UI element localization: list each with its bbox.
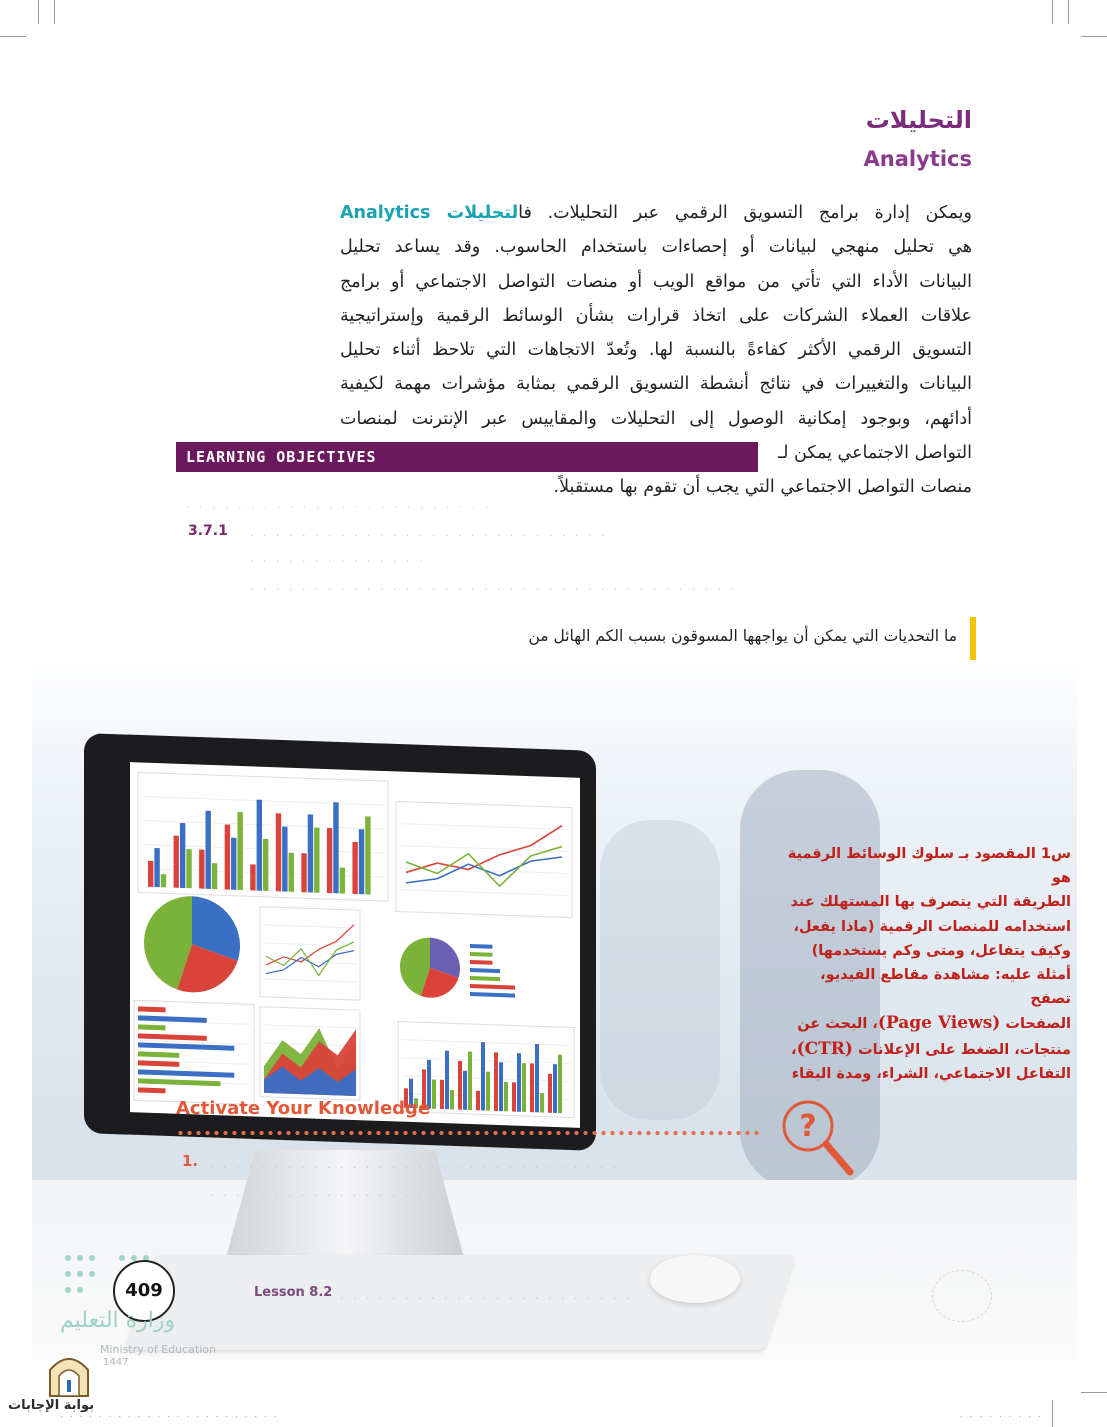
bar-mark (138, 1006, 166, 1012)
activity-number: 1. (182, 1152, 199, 1170)
bar-mark (180, 823, 185, 888)
bar-mark (333, 802, 338, 893)
paragraph-line: علاقات العملاء الشركات على اتخاذ قرارات بشأن الوسائط الرقمية وإستراتيجية (340, 305, 972, 326)
bar-mark (212, 863, 217, 889)
activate-knowledge-title: Activate Your Knowledge (176, 1098, 431, 1119)
faded-text: . . . . . . . . . . . . . . . . . . . . . . . (340, 1289, 633, 1302)
blurred-person (600, 820, 720, 1120)
bar-mark (548, 1074, 552, 1113)
bar-mark (470, 968, 500, 973)
faded-text: . . . . . . . . . . . . . . . . . . . . . . . . . . . . (250, 526, 608, 539)
bar-mark (138, 1087, 166, 1093)
bar-mark (289, 853, 294, 892)
site-name: بوابة الإجابات (8, 1398, 94, 1413)
paragraph-line: البيانات الأداء التي تأتي من مواقع الويب أو منصات التواصل الاجتماعي أو برامج (340, 271, 972, 292)
bar-mark (517, 1053, 521, 1112)
handwritten-answer: س1 المقصود بـ سلوك الوسائط الرقمية هو الطريقة التي يتصرف بها المستهلك عند استخدامه للمنصات الرقمية (ماذا يفعل، وكيف يتفاعل، ومتى وكم يستخدمها) أمثلة عليه: مشاهدة مقاطع الفيديو، تصفح الصفحات (Page Views)، البحث عن منتجات، الضغط على الإعلانات (CTR)، التفاعل الاجتماعي، الشراء، ومدة البقاء (787, 846, 1071, 1082)
bar-mark (225, 824, 230, 889)
bar-mark (470, 960, 493, 965)
mosque-logo-icon (46, 1350, 92, 1402)
paragraph-line: أدائهم، وبوجود إمكانية الوصول إلى التحليلات والمقاييس عبر الإنترنت لمنصات (340, 408, 972, 429)
faded-page-circle (932, 1270, 992, 1322)
bar-mark (138, 1024, 166, 1030)
bar-mark (445, 1051, 449, 1110)
paragraph-line: التواصل الاجتماعي يمكن لـ (777, 443, 972, 464)
faded-text: . . . . . . . . . . . . . . . . . . . . . . . . (186, 498, 492, 511)
monitor-screen (130, 762, 580, 1128)
bar-mark (148, 861, 153, 887)
bar-mark (458, 1061, 462, 1110)
bar-mark (558, 1055, 562, 1114)
page-number: 409 (113, 1260, 175, 1322)
bar-mark (470, 952, 493, 957)
question-magnifier-icon (778, 1094, 862, 1184)
faded-text: . . . . . . . . . . . . . . (250, 552, 426, 565)
bar-mark (440, 1080, 444, 1109)
bar-mark (530, 1063, 534, 1112)
faded-text: . . . . . . . . . . . . . . . . . . . (210, 1186, 451, 1199)
bar-mark (327, 828, 332, 893)
section-title-arabic: التحليلات (865, 106, 972, 134)
section-title-english: Analytics (863, 147, 972, 171)
bar-mark (199, 850, 204, 889)
bar-mark (470, 992, 515, 998)
bar-mark (257, 800, 262, 891)
bar-mark (486, 1072, 490, 1111)
dotted-divider (176, 1130, 761, 1136)
highlight-term: لتحليلات Analytics (340, 203, 519, 223)
bar-mark (206, 811, 211, 889)
bar-mark (450, 1090, 454, 1110)
faded-text: . . . . . . . . . (960, 1410, 1043, 1420)
faded-text: . . . . . . . . . . . . . . . . . . . . . . . . . . . . . . . . . . . . . . (250, 580, 738, 593)
bar-mark (231, 838, 236, 890)
bar-mark (365, 816, 370, 894)
bar-mark (481, 1042, 485, 1110)
bar-mark (174, 836, 179, 888)
bar-mark (476, 1091, 480, 1111)
bar-mark (282, 826, 287, 891)
bar-mark (463, 1071, 467, 1110)
objective-number: 3.7.1 (188, 523, 228, 539)
ministry-year: 1447 (103, 1357, 129, 1368)
ministry-name-arabic: وزارة التعليم (60, 1308, 176, 1333)
bar-mark (432, 1079, 436, 1108)
bar-mark (314, 828, 319, 893)
bar-mark (470, 984, 515, 990)
computer-mouse (650, 1255, 740, 1303)
bar-mark (512, 1082, 516, 1111)
bar-mark (301, 853, 306, 892)
bar-mark (499, 1062, 503, 1111)
faded-text: . . . . . . . . . . . . . . . . . . . . . . . (60, 1410, 279, 1420)
bar-mark (237, 812, 242, 890)
bar-mark (340, 867, 345, 893)
paragraph-line: هي تحليل منهجي لبيانات أو إحصاءات باستخدام الحاسوب. وقد يساعد تحليل (340, 237, 972, 258)
faded-text: . . . . . . . . . . . . . . . . . . . . . . . . . . . . . . . . (210, 1158, 620, 1171)
bar-mark (494, 1052, 498, 1111)
bar-mark (250, 864, 255, 890)
discussion-question: ما التحديات التي يمكن أن يواجهها المسوقون بسبب الكم الهائل من (528, 627, 957, 645)
paragraph-line: ويمكن إدارة برامج التسويق الرقمي عبر التحليلات. فالتحليلات Analytics (340, 203, 972, 223)
bar-mark (276, 813, 281, 891)
bar-mark (540, 1093, 544, 1113)
paragraph-line: منصات التواصل الاجتماعي التي يجب أن تقوم بها مستقبلاً. (553, 477, 972, 498)
bar-mark (359, 829, 364, 894)
bar-mark (352, 842, 357, 894)
bar-mark (161, 874, 166, 887)
bar-mark (470, 944, 493, 949)
bar-mark (470, 976, 500, 981)
bar-mark (553, 1064, 557, 1113)
bar-mark (522, 1063, 526, 1112)
ministry-name-english: Ministry of Education (100, 1343, 217, 1356)
paragraph-line: البيانات والتغييرات في نتائج أنشطة التسويق الرقمي بمثابة مؤشرات مهمة لكيفية (340, 374, 972, 395)
learning-objectives-label: LEARNING OBJECTIVES (186, 448, 377, 466)
lesson-label: Lesson 8.2 (254, 1285, 333, 1300)
bar-mark (263, 839, 268, 891)
bar-mark (504, 1082, 508, 1111)
bar-mark (154, 848, 159, 887)
bar-mark (308, 814, 313, 892)
bar-mark (468, 1051, 472, 1110)
bar-mark (186, 849, 191, 888)
paragraph-line: التسويق الرقمي الأكثر كفاءةً بالنسبة لها. وتُعدّ الاتجاهات التي تلاحظ أثناء تحليل (340, 340, 972, 361)
svg-text:?: ? (799, 1109, 817, 1144)
dashboard-charts (130, 762, 580, 1128)
bar-mark (535, 1044, 539, 1112)
chart-panel (260, 907, 360, 1000)
